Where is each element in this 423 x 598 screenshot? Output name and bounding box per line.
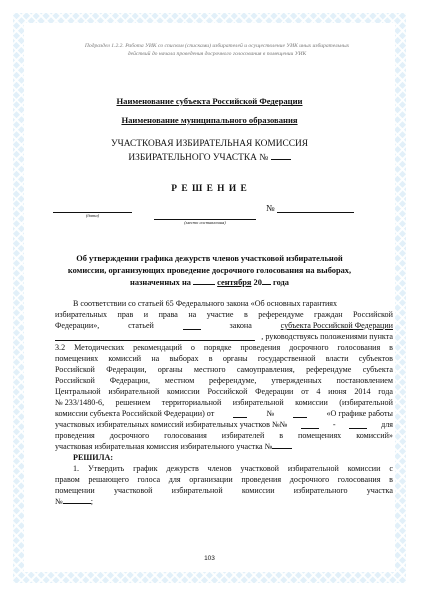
word: местного [193,365,226,374]
word: для [168,475,181,484]
word: 2014 [354,387,371,396]
decision-title: Р Е Ш Е Н И Е [171,184,248,194]
header-note [52,43,382,58]
word: избирательной [232,398,284,407]
word: Российской [207,387,248,396]
word: утвержденных [271,376,322,385]
word: местном [164,376,195,385]
header-note-line-2: действий до начала проведения досрочного голосования в помещении УИК [127,50,307,57]
municipality-name: Наименование муниципального образования [121,115,298,125]
body-line-12-c: для [381,420,393,429]
document-page [24,23,395,572]
word: (избирательной [339,398,393,407]
decided-heading: РЕШИЛА: [73,453,114,462]
body-line-12 [55,420,393,429]
body-line-14-text: участковая избирательная комиссия избирательного участка № [55,442,273,451]
word: избирательных [55,310,108,319]
body-line-8 [55,376,393,385]
word: государственной [257,354,316,363]
word: досрочного [289,475,330,484]
station-from-blank [301,420,319,429]
word: 4 [316,387,321,396]
word: комиссии [295,398,328,407]
body-line-9 [55,387,393,396]
word: в [208,354,213,363]
word: проведения [55,431,95,440]
point-1-line-3 [55,486,393,495]
resolution-title-suffix: года [273,278,289,287]
word: решающего [88,475,129,484]
resolution-title-line-2: комиссии, организующих проведение досрочного голосования на выборах, [67,266,352,275]
commission-line-1: УЧАСТКОВАЯ ИЗБИРАТЕЛЬНАЯ КОМИССИЯ [110,139,309,149]
point-1-line-2 [55,475,393,484]
word: решением [115,398,151,407]
word: избирательной [287,464,339,473]
word: правом [55,475,80,484]
commission-number-blank [272,448,292,449]
word: организации [189,475,233,484]
word: участие [206,310,234,319]
word: года [378,387,393,396]
word: помещениях [298,431,342,440]
word: порядке [203,343,232,352]
body-line-3-a: Федерации», [55,321,100,330]
word: Российской [55,365,95,374]
point-1-number-blank [63,503,91,504]
header-note-line-1: Подраздел 1.2.2. Работа УИК со списком (списками) избирателей и осуществление УИК иных избирательных [84,43,350,49]
page-number: 103 [204,555,215,562]
word: голосования [164,431,207,440]
word: органы [157,365,183,374]
word: помещениях [55,354,99,363]
word: досрочного [109,431,150,440]
word: граждан [314,310,343,319]
word: выборах [169,354,199,363]
word: Федерации [255,387,294,396]
body-line-2 [55,310,393,319]
word: рекомендаций [133,343,182,352]
body-line-13 [55,431,393,440]
word: самоуправления, [236,365,295,374]
word: в [389,475,393,484]
word: избирательного [293,486,348,495]
resolution-title-line-3 [24,278,395,287]
word: 1. [73,464,80,473]
body-line-3-b: статьей [128,321,154,330]
word: территориальной [161,398,222,407]
subject-name: Наименование субъекта Российской Федерации [116,96,303,106]
word: дежурств [166,464,199,473]
word: субъектов [358,354,393,363]
commission-line-2 [24,153,395,163]
word: помещении [55,486,95,495]
word: субъекта [362,365,393,374]
resolution-title-year: 20 [253,278,262,287]
body-line-11-b: № [266,409,275,418]
body-line-1: В соответствии со статьей 65 Федерального закона «Об основных гарантиях [73,299,338,308]
word: постановлением [336,376,393,385]
word: комиссий» [356,431,393,440]
body-line-4: , руководствуясь положениями пункта [261,332,393,341]
body-line-14 [55,442,292,451]
word: прав [117,310,134,319]
word: участковой [240,464,280,473]
year-blank [262,284,271,285]
word: в [243,310,248,319]
word: Центральной [55,387,101,396]
day-blank [193,284,215,285]
law-name-line [55,340,255,341]
word: о [190,343,195,352]
body-line-12-a: участковых избирательных комиссий избирательных участков №№ [55,420,288,429]
word: референдуме [306,365,352,374]
word: Методических [74,343,125,352]
word: комиссии [167,387,200,396]
resolution-title-prefix: назначенных на [130,278,191,287]
word: проведения [240,343,281,352]
word: Российской [55,376,95,385]
body-line-3 [55,321,393,330]
word: избирателей [221,431,265,440]
body-line-7 [55,365,393,374]
word: на [188,310,197,319]
word: комиссии [347,464,381,473]
date-caption: (дата) [85,213,100,218]
point-1-line-4-a: № [55,497,63,506]
word: в [279,431,284,440]
word: органы [222,354,248,363]
article-blank [183,321,201,330]
number-sign: № [266,203,275,213]
body-line-10 [55,398,393,407]
word: график [133,464,158,473]
word: референдуме [258,310,304,319]
word: власти [325,354,349,363]
word: голоса [137,475,161,484]
word: и [143,310,149,319]
resolution-title-line-1: Об утверждении графика дежурств членов участковой избирательной [76,254,343,263]
word: № 233/1480-6, [55,398,105,407]
word: избирательной [108,387,160,396]
word: права [158,310,178,319]
place-caption: (место составления) [184,220,226,225]
word: референдуме, [209,376,257,385]
word: в [389,343,393,352]
word: с [389,464,393,473]
word: Утвердить [87,464,125,473]
word: Российской [353,310,393,319]
word: на [151,354,160,363]
point-1-line-4-b: ; [90,497,93,506]
word: голосования [337,343,381,352]
body-line-3-d: субъекта Российской Федерации [280,321,393,330]
resolution-title-month: сентября [217,278,252,287]
body-line-6 [55,354,393,363]
word: голосования [337,475,381,484]
point-1-line-4 [55,497,93,506]
word: членов [207,464,232,473]
word: 3.2 [55,343,66,352]
number-line [277,212,354,213]
commission-line-2-text: ИЗБИРАТЕЛЬНОГО УЧАСТКА № [128,153,269,163]
word: комиссий [108,354,142,363]
word: Федерации, [109,376,150,385]
body-line-5 [55,343,393,352]
word: участка [366,486,393,495]
body-line-11-c: «О графике работы [326,409,393,418]
body-line-11 [55,409,393,418]
body-line-4-text: руководствуясь положениями пункта [265,332,393,341]
body-line-12-b: - [332,420,336,429]
word: Федерации, [106,365,147,374]
word: июня [328,387,347,396]
word: от [301,387,309,396]
station-to-blank [349,420,367,429]
word: досрочного [289,343,329,352]
word: участковой [113,486,153,495]
station-number-blank [271,159,291,160]
body-line-3-c: закона [229,321,252,330]
decision-number-blank [293,409,307,418]
point-1-line-1 [73,464,393,473]
word: комиссии [241,486,275,495]
body-line-11-a: комиссии субъекта Российской Федерации) от [55,409,215,418]
date-blank [233,409,247,418]
word: избирательной [171,486,223,495]
word: проведения [241,475,282,484]
